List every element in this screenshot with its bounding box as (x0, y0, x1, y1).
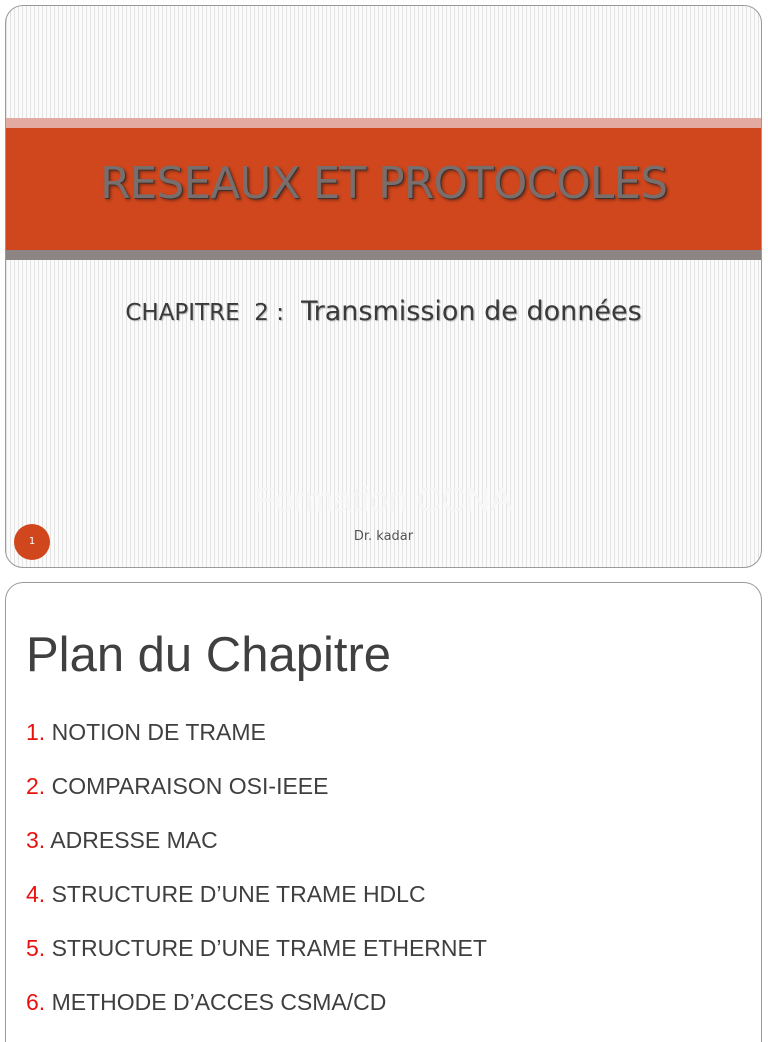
list-item (26, 985, 487, 1039)
list-item-text: STRUCTURE D’UNE TRAME HDLC (45, 881, 426, 907)
list-item-text: STRUCTURE D’UNE TRAME ETHERNET (45, 935, 487, 961)
list-item (26, 715, 487, 769)
page-number-badge: 1 (14, 524, 50, 560)
list-item (26, 769, 487, 823)
list-item-text: NOTION DE TRAME (45, 719, 266, 745)
title-slide (5, 5, 762, 568)
list-item-text: ADRESSE MAC (45, 827, 218, 853)
plan-slide (5, 582, 762, 1042)
plan-list (26, 715, 487, 1039)
slide-subtitle (6, 296, 761, 327)
list-item-number: 6. (26, 989, 46, 1015)
list-item (26, 931, 487, 985)
title-band-top-stripe (6, 118, 761, 128)
list-item-number: 1. (26, 719, 46, 745)
list-item-text: COMPARAISON OSI-IEEE (45, 773, 329, 799)
slide-title: RESEAUX ET PROTOCOLES (99, 158, 668, 209)
list-item-text: METHODE D’ACCES CSMA/CD (45, 989, 387, 1015)
title-band-bottom-stripe (6, 250, 761, 260)
list-item-number: 5. (26, 935, 46, 961)
watermark-text: Formation CCNA (254, 481, 513, 519)
list-item (26, 823, 487, 877)
subtitle-topic: Transmission de données (301, 296, 642, 327)
list-item (26, 877, 487, 931)
list-item-number: 4. (26, 881, 46, 907)
subtitle-chapter: CHAPITRE 2 : (125, 300, 284, 326)
footer-author: Dr. kadar (353, 529, 414, 544)
list-item-number: 2. (26, 773, 46, 799)
list-item-number: 3. (26, 827, 46, 853)
plan-title: Plan du Chapitre (26, 628, 392, 682)
